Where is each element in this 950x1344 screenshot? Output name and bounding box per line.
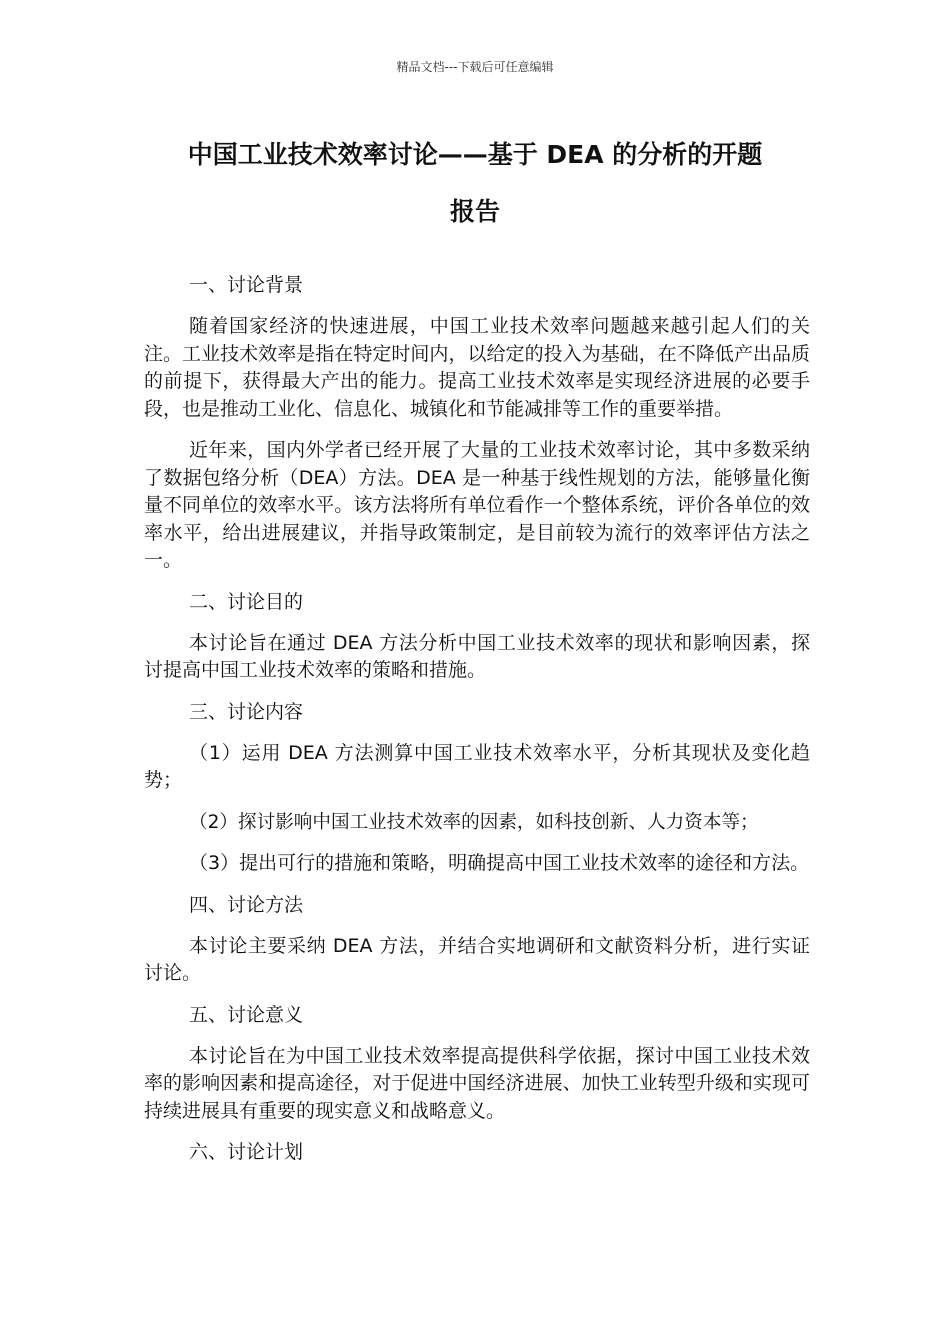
section-heading-significance: 五、讨论意义: [189, 1003, 304, 1026]
content-item-3: （3）提出可行的措施和策略，明确提高中国工业技术效率的途径和方法。: [189, 852, 810, 874]
page-header-note: 精品文档---下载后可任意编辑: [396, 60, 554, 74]
significance-paragraph: 本讨论旨在为中国工业技术效率提高提供科学依据，探讨中国工业技术效率的影响因素和提高途径，对于促进中国经济进展、加快工业转型升级和实现可持续进展具有重要的现实意义和战略意义。: [144, 1044, 810, 1122]
background-paragraph-2: 近年来，国内外学者已经开展了大量的工业技术效率讨论，其中多数采纳了数据包络分析（DEA）方法。DEA 是一种基于线性规划的方法，能够量化衡量不同单位的效率水平。该方法将所有单位看作一个整体系统，评价各单位的效率水平，给出进展建议，并指导政策制定，是目前较为流行的效率评估方法之一。: [144, 439, 810, 571]
section-heading-purpose: 二、讨论目的: [189, 590, 304, 613]
document-title-line-2: 报告: [449, 197, 500, 226]
content-item-1: （1）运用 DEA 方法测算中国工业技术效率水平，分析其现状及变化趋势；: [144, 741, 810, 791]
section-heading-content: 三、讨论内容: [189, 700, 304, 723]
section-heading-background: 一、讨论背景: [189, 274, 304, 296]
method-paragraph: 本讨论主要采纳 DEA 方法，并结合实地调研和文献资料分析，进行实证讨论。: [144, 934, 810, 984]
section-heading-plan: 六、讨论计划: [189, 1141, 304, 1163]
section-heading-method: 四、讨论方法: [189, 893, 304, 916]
document-title-line-1: 中国工业技术效率讨论——基于 DEA 的分析的开题: [187, 140, 763, 169]
purpose-paragraph: 本讨论旨在通过 DEA 方法分析中国工业技术效率的现状和影响因素，探讨提高中国工业技术效率的策略和措施。: [144, 631, 810, 681]
content-item-2: （2）探讨影响中国工业技术效率的因素，如科技创新、人力资本等；: [189, 811, 759, 833]
background-paragraph-1: 随着国家经济的快速进展，中国工业技术效率问题越来越引起人们的关注。工业技术效率是指在特定时间内，以给定的投入为基础，在不降低产出品质的前提下，获得最大产出的能力。提高工业技术效率是实现经济进展的必要手段，也是推动工业化、信息化、城镇化和节能减排等工作的重要举措。: [144, 315, 810, 420]
document-body: [144, 272, 810, 1180]
